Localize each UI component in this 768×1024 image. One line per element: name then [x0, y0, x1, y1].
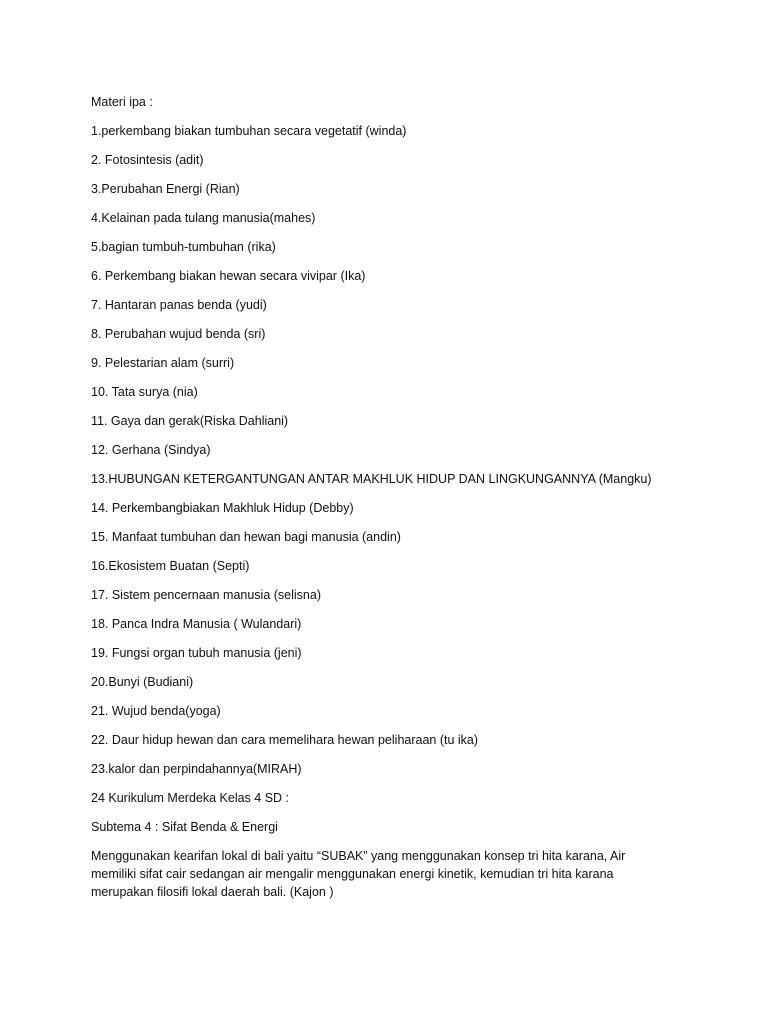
- list-item: 24 Kurikulum Merdeka Kelas 4 SD :: [91, 791, 290, 805]
- document-heading: Materi ipa :: [91, 95, 153, 109]
- list-item: 11. Gaya dan gerak(Riska Dahliani): [91, 414, 289, 428]
- list-item: 21. Wujud benda(yoga): [91, 704, 221, 718]
- document-page: [91, 93, 691, 901]
- list-item: 1.perkembang biakan tumbuhan secara vegetatif (winda): [91, 124, 407, 138]
- list-item: 17. Sistem pencernaan manusia (selisna): [91, 588, 321, 602]
- list-item: 13.HUBUNGAN KETERGANTUNGAN ANTAR MAKHLUK HIDUP DAN LINGKUNGANNYA (Mangku): [91, 472, 652, 486]
- list-item: 10. Tata surya (nia): [91, 385, 198, 399]
- list-item: 18. Panca Indra Manusia ( Wulandari): [91, 617, 302, 631]
- list-item: 22. Daur hidup hewan dan cara memelihara hewan peliharaan (tu ika): [91, 733, 479, 747]
- list-item: 5.bagian tumbuh-tumbuhan (rika): [91, 240, 276, 254]
- list-item: 23.kalor dan perpindahannya(MIRAH): [91, 762, 302, 776]
- list-item: 8. Perubahan wujud benda (sri): [91, 327, 266, 341]
- list-item: 9. Pelestarian alam (surri): [91, 356, 235, 370]
- list-item: 4.Kelainan pada tulang manusia(mahes): [91, 211, 316, 225]
- list-item: 16.Ekosistem Buatan (Septi): [91, 559, 250, 573]
- paragraph-line: merupakan filosifi lokal daerah bali. (Kajon ): [91, 885, 334, 899]
- list-item: 6. Perkembang biakan hewan secara vivipar (Ika): [91, 269, 366, 283]
- paragraph-line: memiliki sifat cair sedangan air mengalir menggunakan energi kinetik, kemudian tri hita karana: [91, 867, 614, 881]
- list-item: 7. Hantaran panas benda (yudi): [91, 298, 267, 312]
- list-item: 14. Perkembangbiakan Makhluk Hidup (Debby): [91, 501, 354, 515]
- list-item: 12. Gerhana (Sindya): [91, 443, 211, 457]
- subtheme-heading: Subtema 4 : Sifat Benda & Energi: [91, 820, 278, 834]
- list-item: 15. Manfaat tumbuhan dan hewan bagi manusia (andin): [91, 530, 401, 544]
- list-item: 20.Bunyi (Budiani): [91, 675, 194, 689]
- body-paragraph: [91, 847, 651, 901]
- list-item: 2. Fotosintesis (adit): [91, 153, 204, 167]
- paragraph-line: Menggunakan kearifan lokal di bali yaitu “SUBAK” yang menggunakan konsep tri hita karana, Air: [91, 849, 626, 863]
- list-item: 3.Perubahan Energi (Rian): [91, 182, 240, 196]
- list-item: 19. Fungsi organ tubuh manusia (jeni): [91, 646, 302, 660]
